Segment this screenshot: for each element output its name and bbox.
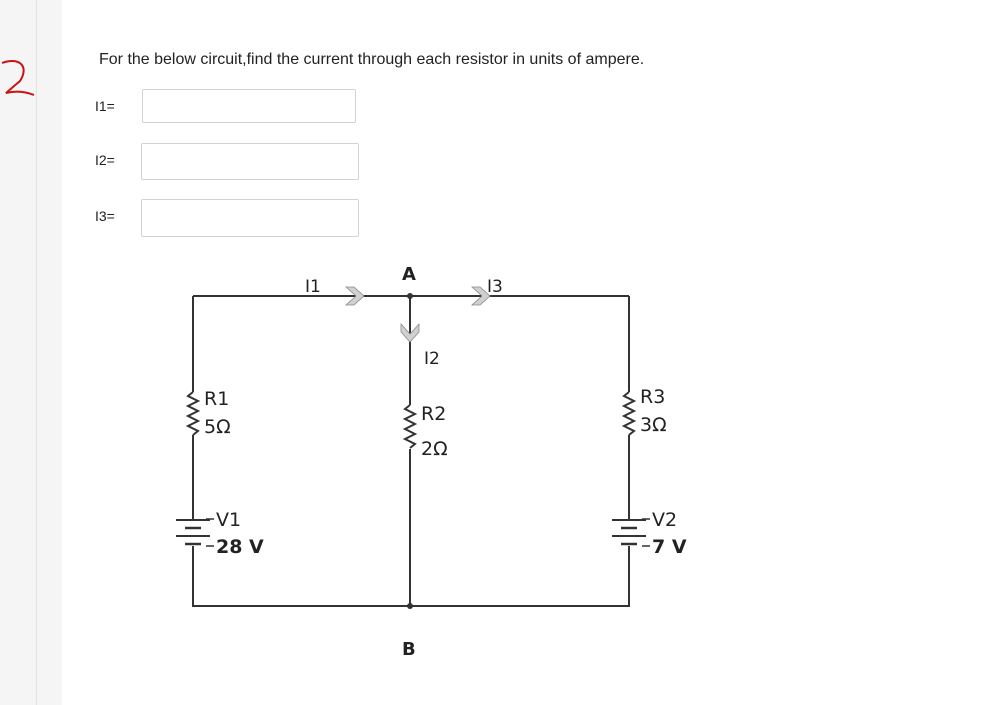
resistor-r1-symbol bbox=[188, 392, 198, 435]
answer-label-i2: I2= bbox=[95, 152, 115, 168]
question-text: For the below circuit,find the current through each resistor in units of ampere. bbox=[99, 51, 645, 68]
answer-label-i1: I1= bbox=[95, 98, 115, 114]
node-a-dot bbox=[407, 293, 413, 299]
r3-value: 3Ω bbox=[640, 414, 667, 436]
r1-value: 5Ω bbox=[204, 416, 231, 438]
battery-v1-symbol bbox=[176, 520, 210, 544]
resistor-r2-symbol bbox=[405, 405, 415, 448]
current-label-i2: I2 bbox=[424, 349, 440, 369]
r1-name: R1 bbox=[204, 388, 230, 410]
answer-label-i3: I3= bbox=[95, 208, 115, 224]
r3-name: R3 bbox=[640, 386, 666, 408]
wire-right-lower bbox=[410, 546, 629, 606]
v1-value: 28 V bbox=[216, 536, 264, 558]
node-label-a: A bbox=[402, 264, 416, 285]
r2-value: 2Ω bbox=[421, 438, 448, 460]
r2-name: R2 bbox=[421, 403, 447, 425]
v1-name: V1 bbox=[216, 509, 242, 531]
v2-name: V2 bbox=[652, 509, 678, 531]
battery-v2-symbol bbox=[612, 520, 646, 544]
current-label-i1: I1 bbox=[305, 277, 321, 297]
node-label-b: B bbox=[402, 639, 416, 660]
v2-value: 7 V bbox=[652, 536, 687, 558]
node-b-dot bbox=[407, 603, 413, 609]
current-label-i3: I3 bbox=[487, 277, 503, 297]
resistor-r3-symbol bbox=[624, 392, 634, 435]
